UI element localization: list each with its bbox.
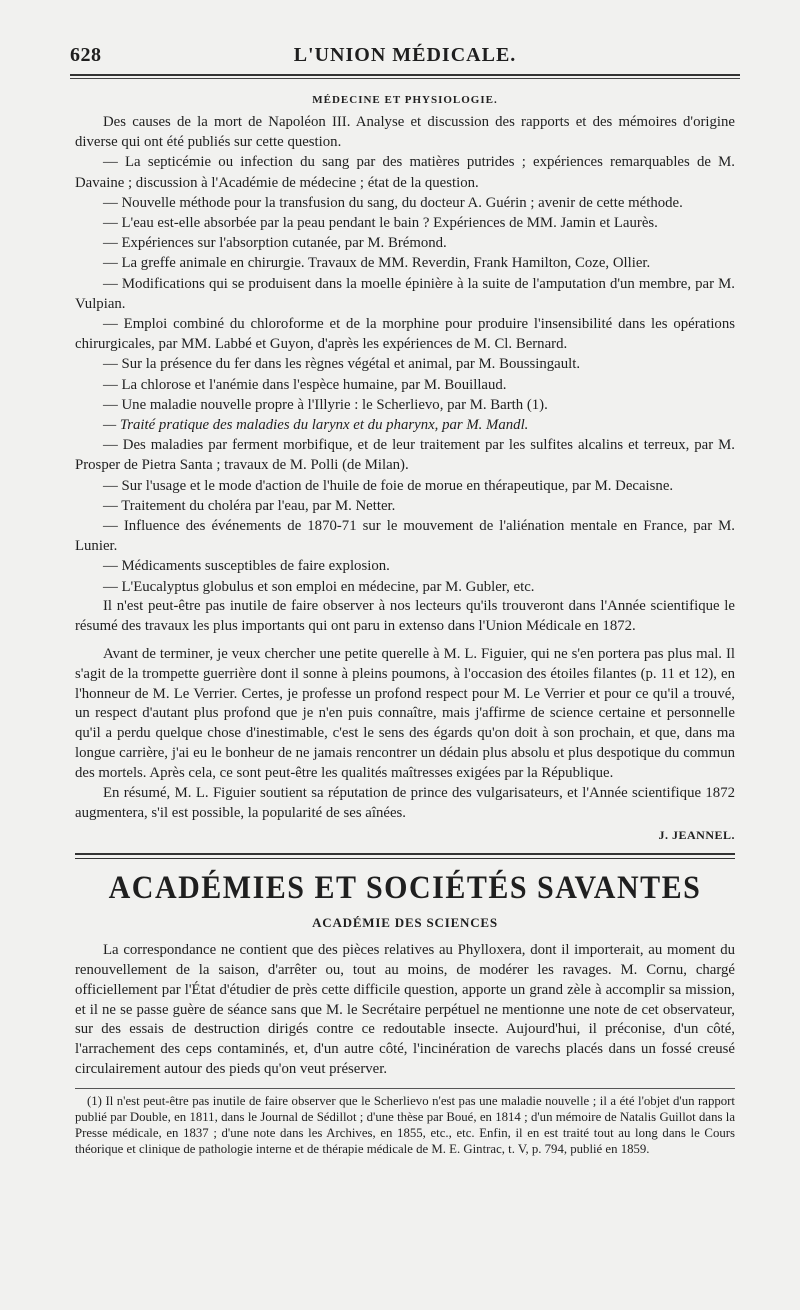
- list-item: — L'Eucalyptus globulus et son emploi en médecine, par M. Gubler, etc.: [103, 578, 535, 595]
- list-item: — La greffe animale en chirurgie. Travaux de MM. Reverdin, Frank Hamilton, Coze, Ollier.: [103, 255, 651, 272]
- list-item: Des causes de la mort de Napoléon III. Analyse et discussion des rapports et des mémoires d'origine diverse qui ont été publiés sur cette question.: [75, 114, 735, 151]
- paragraph-querelle: Avant de terminer, je veux chercher une petite querelle à M. L. Figuier, qui ne s'en portera pas plus mal. Il s'agit de la trompette guerrière dont il sonne à pleins poumons, à l'occasion des étoiles filantes (p. 11 et 12), en l'honneur de M. Le Verrier. Certes, je professe un profond respect pour M. Le Verrier et pour ce qu'il a trouvé, un respect d'autant plus profond que je n'en puis connaître, mais j'affirme de science certaine et personnelle qu'il a perdu quelque chose d'inestimable, c'est le sens des égards qu'on doit à son prochain, et que, dans ma longue carrière, j'ai eu le bonheur de ne jamais rencontrer un dédain plus absolu et plus despotique du commun des mortels. Après cela, ce sont peut-être les qualités maîtresses exigées par la République.: [75, 645, 735, 782]
- list-item: — La chlorose et l'anémie dans l'espèce humaine, par M. Bouillaud.: [103, 376, 507, 393]
- paragraph-annee-scientifique: Il n'est peut-être pas inutile de faire observer à nos lecteurs qu'ils trouveront dans l'Année scientifique le résumé des travaux les plus importants qui ont paru in extenso dans l'Union Médicale en 1872.: [75, 597, 735, 634]
- list-item: — Influence des événements de 1870-71 sur le mouvement de l'aliénation mentale en France, par M. Lunier.: [75, 518, 735, 555]
- page-number: 628: [70, 44, 102, 66]
- list-item: — Nouvelle méthode pour la transfusion du sang, du docteur A. Guérin ; avenir de cette méthode.: [103, 194, 683, 211]
- topic-list: [75, 112, 735, 597]
- running-title: L'UNION MÉDICALE.: [293, 44, 517, 66]
- list-item: — Expériences sur l'absorption cutanée, par M. Brémond.: [103, 235, 447, 252]
- main-column: [75, 84, 735, 1157]
- footnote: (1) Il n'est peut-être pas inutile de faire observer que le Scherlievo n'est pas une maladie nouvelle ; il a été l'objet d'un rapport publié par Double, en 1811, dans le Journal de Sédillot ; d'une thèse par Boué, en 1814 ; d'un mémoire de Natalis Guillot dans la Presse médicale, en 1837 ; d'une note dans les Archives, en 1855, etc., etc. Enfin, il en est traité tout au long dans le Cours théorique et clinique de pathologie interne et de thérapie médicale de M. E. Gintrac, t. V, p. 794, publié en 1859.: [75, 1094, 735, 1157]
- list-item: — Sur la présence du fer dans les règnes végétal et animal, par M. Boussingault.: [103, 356, 581, 373]
- list-item: — Traité pratique des maladies du larynx et du pharynx, par M. Mandl.: [103, 417, 529, 434]
- list-item: — Des maladies par ferment morbifique, et de leur traitement par les sulfites alcalins et terreux, par M. Prosper de Pietra Santa ; travaux de M. Polli (de Milan).: [75, 437, 735, 474]
- academie-body: La correspondance ne contient que des pièces relatives au Phylloxera, dont il importerait, au moment du renouvellement de la saison, d'arrêter ou, tout au moins, de modérer les ravages. M. Cornu, chargé officiellement par l'État d'étudier de près cette difficile question, apporte un grand zèle à accomplir sa mission, et il ne se passe guère de séance sans que M. le Secrétaire perpétuel ne mentionne une note de cet observateur, sur des essais de destruction dirigés contre ce redoutable insecte. Aujourd'hui, il préconise, d'un côté, l'arrachement des ceps contaminés, et, d'un autre côté, l'incinération de varechs placés dans un fossé creusé circulairement autour des pieds qu'on veut préserver.: [75, 941, 735, 1078]
- header-rule: [70, 78, 740, 79]
- list-item: — Sur l'usage et le mode d'action de l'huile de foie de morue en thérapeutique, par M. Decaisne.: [103, 477, 674, 494]
- list-item: — Une maladie nouvelle propre à l'Illyrie : le Scherlievo, par M. Barth (1).: [103, 396, 548, 413]
- paragraph-resume: En résumé, M. L. Figuier soutient sa réputation de prince des vulgarisateurs, et l'Année scientifique 1872 augmentera, s'il est possible, la popularité de ses aînées.: [75, 785, 735, 821]
- footnote-rule: [75, 1088, 735, 1089]
- list-item: — Modifications qui se produisent dans la moelle épinière à la suite de l'amputation d'un membre, par M. Vulpian.: [75, 275, 735, 312]
- section-divider: [75, 853, 735, 859]
- list-item: — L'eau est-elle absorbée par la peau pendant le bain ? Expériences de MM. Jamin et Laurès.: [103, 215, 658, 232]
- academies-title: ACADÉMIES ET SOCIÉTÉS SAVANTES: [108, 869, 702, 906]
- page-header: [70, 40, 740, 76]
- list-item: — La septicémie ou infection du sang par des matières putrides ; expériences remarquables de M. Davaine ; discussion à l'Académie de médecine ; état de la question.: [75, 154, 735, 191]
- section-heading: MÉDECINE ET PHYSIOLOGIE.: [312, 94, 498, 106]
- list-item: — Emploi combiné du chloroforme et de la morphine pour produire l'insensibilité dans les opérations chirurgicales, par MM. Labbé et Guyon, d'après les expériences de M. Cl. Bernard.: [75, 316, 735, 353]
- author-signature: J. JEANNEL.: [658, 827, 735, 842]
- list-item: — Médicaments susceptibles de faire explosion.: [103, 558, 390, 575]
- list-item: — Traitement du choléra par l'eau, par M. Netter.: [103, 497, 396, 514]
- academie-sciences-subtitle: ACADÉMIE DES SCIENCES: [312, 914, 498, 930]
